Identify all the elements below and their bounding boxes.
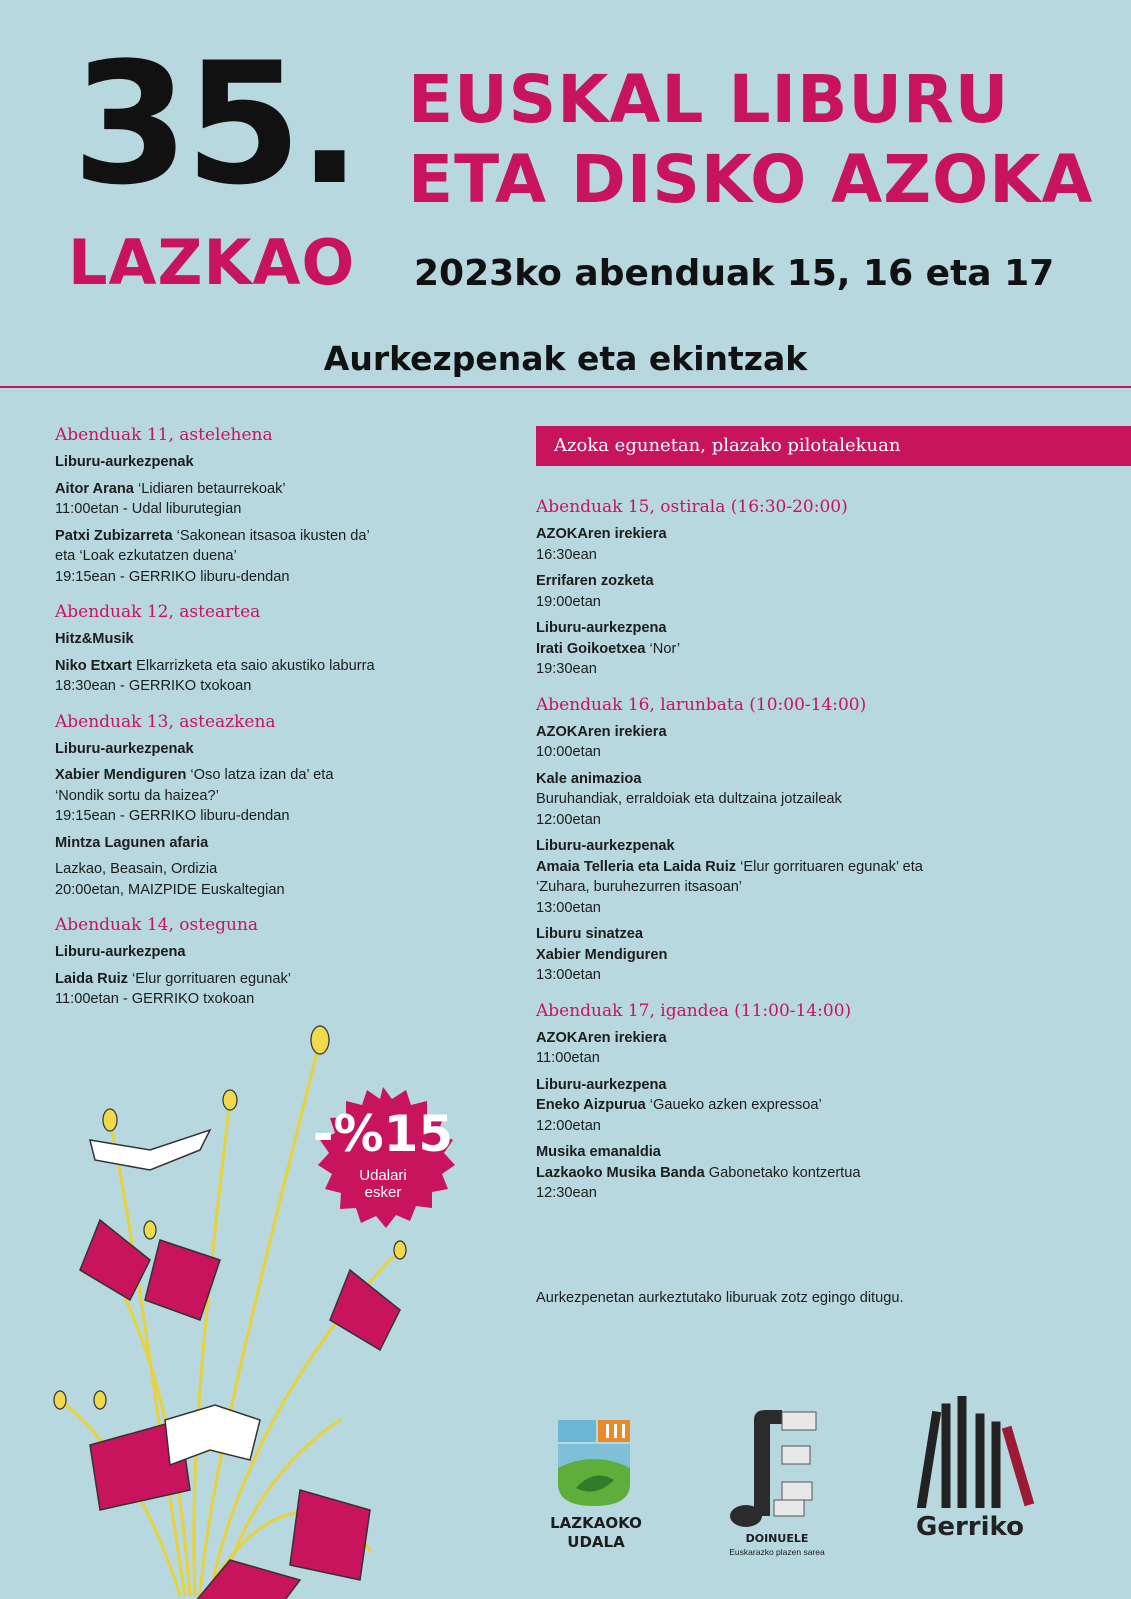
event-line (536, 1095, 1096, 1116)
day-heading: Abenduak 17, igandea (11:00-14:00) (536, 1000, 852, 1021)
discount-label-2: esker (364, 1184, 402, 1201)
day-block (55, 424, 475, 587)
day-heading: Abenduak 13, asteazkena (55, 711, 276, 732)
event-entry (536, 924, 1096, 986)
event-entry (55, 833, 475, 854)
event-detail: 12:00etan (536, 1117, 601, 1134)
day-block (536, 694, 1096, 986)
event-line (536, 1075, 1096, 1096)
event-line (55, 452, 475, 473)
event-line (536, 789, 1096, 810)
event-title: Errifaren zozketa (536, 573, 654, 589)
discount-value: -%15 (312, 1105, 454, 1163)
event-entry (536, 618, 1096, 680)
event-line (536, 1048, 1096, 1069)
event-detail: ‘Gaueko azken expressoa’ (645, 1097, 822, 1113)
section-subtitle: Aurkezpenak eta ekintzak (323, 339, 808, 378)
event-title: Lazkaoko Musika Banda (536, 1164, 705, 1181)
event-line (536, 1142, 1096, 1163)
event-title: Xabier Mendiguren (536, 946, 668, 963)
event-detail: 12:00etan (536, 811, 601, 828)
town-name: LAZKAO (68, 226, 356, 299)
event-line (536, 1116, 1096, 1137)
event-detail: 19:30ean (536, 661, 597, 677)
event-entry (536, 524, 1096, 565)
event-line (536, 1028, 1096, 1049)
event-detail: 11:00etan (536, 1050, 600, 1066)
day-heading: Abenduak 15, ostirala (16:30-20:00) (536, 497, 848, 517)
lazkao-logo-line-1: LAZKAOKO (550, 1514, 642, 1532)
event-detail: 10:00etan (536, 744, 601, 760)
event-title: Liburu-aurkezpena (55, 944, 186, 960)
event-line (536, 769, 1096, 790)
event-title: Liburu-aurkezpena (536, 1076, 667, 1093)
event-title: Patxi Zubizarreta (55, 527, 173, 544)
event-detail: ‘Nor’ (645, 640, 681, 657)
event-entry (55, 629, 475, 650)
event-entry (536, 769, 1096, 831)
event-line (55, 942, 475, 963)
event-entry (55, 969, 475, 1010)
event-line (536, 836, 1096, 857)
event-detail: Gabonetako kontzertua (704, 1164, 861, 1181)
event-detail: Elkarrizketa eta saio akustiko laburra (132, 657, 375, 674)
event-detail: 19:15ean - GERRIKO liburu-dendan (55, 568, 290, 585)
event-line (536, 877, 1096, 898)
day-heading: Abenduak 16, larunbata (10:00-14:00) (536, 694, 867, 715)
left-schedule (55, 424, 475, 1024)
event-line (55, 989, 475, 1010)
event-line (55, 765, 475, 786)
event-detail: 12:30ean (536, 1185, 597, 1201)
event-line (536, 965, 1096, 986)
event-line (55, 479, 475, 500)
event-title: Eneko Aizpurua (536, 1097, 646, 1113)
event-line (55, 656, 475, 677)
event-line (536, 742, 1096, 763)
event-detail: ‘Elur gorrituaren egunak’ eta (736, 858, 923, 875)
event-line (55, 567, 475, 588)
event-entry (55, 739, 475, 760)
event-title: Irati Goikoetxea (536, 640, 646, 657)
event-title: Hitz&Musik (55, 631, 134, 647)
event-entry (55, 859, 475, 900)
day-block (536, 496, 1096, 680)
event-title: Mintza Lagunen afaria (55, 834, 209, 851)
event-line (55, 969, 475, 990)
event-title: Liburu-aurkezpena (536, 620, 667, 636)
doinuele-logo-name: DOINUELE (745, 1532, 809, 1545)
event-line (536, 810, 1096, 831)
event-title: AZOKAren irekiera (536, 1029, 667, 1046)
event-detail: 13:00etan (536, 899, 601, 916)
event-detail: Buruhandiak, erraldoiak eta dultzaina jotzaileak (536, 791, 842, 807)
raffle-note: Aurkezpenetan aurkeztutako liburuak zotz egingo ditugu. (536, 1290, 904, 1306)
event-detail: 19:00etan (536, 593, 601, 610)
edition-number: 35. (72, 26, 358, 222)
event-title: Laida Ruiz (55, 970, 128, 987)
event-entry (536, 722, 1096, 763)
event-title: Niko Etxart (55, 657, 133, 674)
event-line (55, 676, 475, 697)
event-line (55, 526, 475, 547)
event-line (536, 857, 1096, 878)
event-line (536, 924, 1096, 945)
event-line (55, 629, 475, 650)
event-line (55, 499, 475, 520)
event-line (536, 524, 1096, 545)
event-line (536, 659, 1096, 680)
event-line (536, 1183, 1096, 1204)
day-heading: Abenduak 14, osteguna (55, 915, 259, 935)
event-entry (536, 1075, 1096, 1137)
event-detail: ‘Oso latza izan da’ eta (186, 767, 334, 783)
page-title (408, 60, 1093, 220)
event-line (536, 1163, 1096, 1184)
event-detail: 19:15ean - GERRIKO liburu-dendan (55, 808, 290, 824)
event-detail: ‘Elur gorrituaren egunak’ (127, 970, 292, 987)
event-line (536, 571, 1096, 592)
event-detail: ‘Nondik sortu da haizea?’ (55, 787, 219, 804)
day-block (536, 1000, 1096, 1204)
event-line (536, 592, 1096, 613)
event-detail: ‘Lidiaren betaurrekoak’ (133, 480, 286, 497)
event-title: Liburu sinatzea (536, 926, 644, 942)
divider (0, 386, 1131, 388)
day-heading: Abenduak 12, asteartea (55, 602, 261, 622)
title-line-2: ETA DISKO AZOKA (408, 141, 1094, 218)
event-line (55, 546, 475, 567)
event-line (55, 786, 475, 807)
event-line (536, 898, 1096, 919)
event-line (536, 639, 1096, 660)
event-entry (536, 1142, 1096, 1204)
event-entry (55, 479, 475, 520)
day-block (55, 711, 475, 901)
event-title: Aitor Arana (55, 480, 134, 497)
day-heading: Abenduak 11, astelehena (55, 425, 273, 445)
event-title: Xabier Mendiguren (55, 767, 187, 783)
event-detail: 18:30ean - GERRIKO txokoan (55, 678, 252, 694)
gerriko-books-icon (900, 1396, 1040, 1508)
event-detail: Lazkao, Beasain, Ordizia (55, 861, 218, 877)
event-title: Liburu-aurkezpenak (55, 454, 194, 470)
event-title: Amaia Telleria eta Laida Ruiz (536, 858, 737, 875)
gerriko-logo-name: Gerriko (916, 1512, 1024, 1542)
event-line (536, 945, 1096, 966)
lazkao-logo-line-2: UDALA (567, 1533, 625, 1551)
event-detail: ‘Sakonean itsasoa ikusten da’ (172, 527, 370, 544)
event-entry (55, 526, 475, 588)
event-title: Liburu-aurkezpenak (536, 838, 675, 854)
event-detail: eta ‘Loak ezkutatzen duena’ (55, 548, 237, 564)
discount-label-1: Udalari (359, 1167, 407, 1184)
event-title: AZOKAren irekiera (536, 723, 667, 740)
event-detail: 11:00etan - Udal liburutegian (55, 501, 242, 517)
discount-badge (310, 1085, 456, 1231)
event-line (536, 618, 1096, 639)
event-entry (55, 656, 475, 697)
doinuele-emblem-icon (712, 1408, 842, 1530)
event-title: Musika emanaldia (536, 1144, 661, 1160)
event-entry (55, 942, 475, 963)
title-line-1: EUSKAL LIBURU (408, 61, 1010, 138)
doinuele-logo-tagline: Euskarazko plazen sarea (729, 1547, 825, 1557)
event-entry (536, 1028, 1096, 1069)
event-detail: 20:00etan, MAIZPIDE Euskaltegian (55, 881, 285, 898)
event-detail: 11:00etan - GERRIKO txokoan (55, 991, 255, 1007)
event-line (536, 722, 1096, 743)
event-line (536, 545, 1096, 566)
event-dates: 2023ko abenduak 15, 16 eta 17 (414, 253, 1055, 294)
right-schedule (536, 496, 1096, 1218)
event-detail: 13:00etan (536, 967, 601, 983)
venue-banner: Azoka egunetan, plazako pilotalekuan (536, 426, 1131, 466)
event-line (55, 806, 475, 827)
day-block (55, 914, 475, 1010)
day-block (55, 601, 475, 697)
lazkao-emblem-icon (536, 1418, 656, 1508)
event-title: Kale animazioa (536, 770, 642, 787)
event-title: Liburu-aurkezpenak (55, 740, 194, 757)
event-line (55, 880, 475, 901)
event-entry (536, 836, 1096, 918)
event-title: AZOKAren irekiera (536, 526, 667, 542)
event-entry (55, 765, 475, 827)
doinuele-logo (712, 1408, 842, 1568)
event-detail: 16:30ean (536, 546, 597, 563)
event-line (55, 739, 475, 760)
event-line (55, 833, 475, 854)
event-line (55, 859, 475, 880)
event-detail: ‘Zuhara, buruhezurren itsasoan’ (536, 879, 743, 895)
event-entry (55, 452, 475, 473)
event-entry (536, 571, 1096, 612)
gerriko-logo (900, 1396, 1040, 1556)
lazkao-udala-logo (536, 1418, 656, 1551)
